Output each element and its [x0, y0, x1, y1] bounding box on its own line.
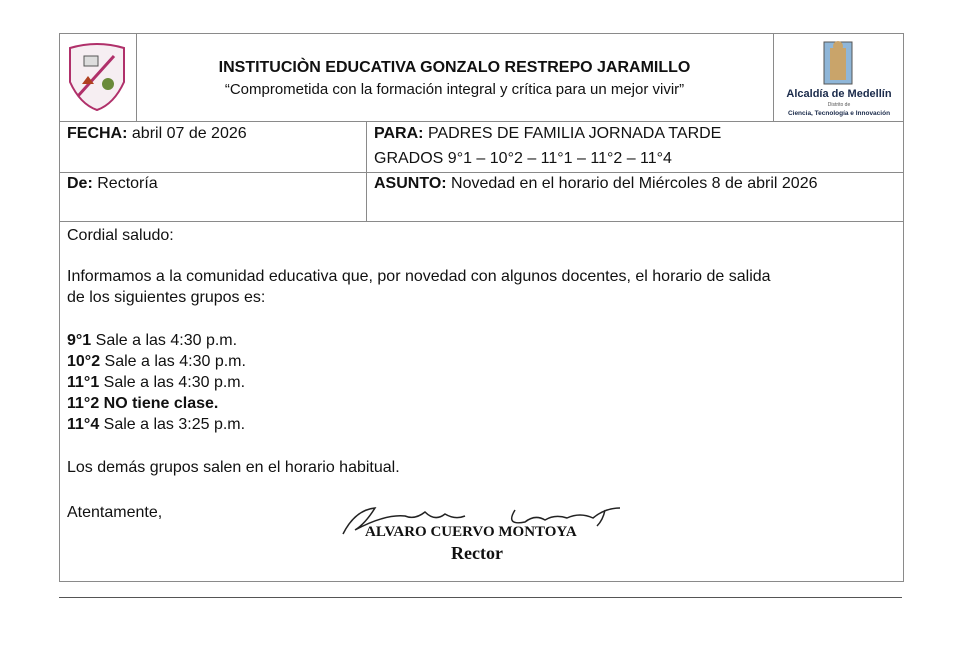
closing-note: Los demás grupos salen en el horario habitual. [67, 459, 400, 476]
greeting: Cordial saludo: [67, 227, 174, 244]
grados-field: GRADOS 9°1 – 10°2 – 11°1 – 11°2 – 11°4 [374, 150, 672, 167]
divider [773, 33, 774, 121]
group-schedule: 11°1 Sale a las 4:30 p.m. [67, 374, 246, 391]
institution-motto: “Comprometida con la formación integral y crítica para un mejor vivir” [224, 81, 685, 98]
alcaldia-title: Alcaldía de Medellín [786, 88, 892, 100]
divider [59, 172, 904, 173]
de-field: De: Rectoría [67, 175, 158, 192]
paragraph-line: de los siguientes grupos es: [67, 289, 266, 306]
divider [366, 121, 367, 221]
signatory-role: Rector [451, 543, 503, 563]
group-schedule: 9°1 Sale a las 4:30 p.m. [67, 332, 238, 349]
fecha-field: FECHA: abril 07 de 2026 [67, 125, 247, 142]
school-crest-logo [64, 42, 130, 112]
para-field: PARA: PADRES DE FAMILIA JORNADA TARDE [374, 125, 722, 142]
institution-name: INSTITUCIÒN EDUCATIVA GONZALO RESTREPO JARAMILLO [218, 59, 691, 76]
asunto-field: ASUNTO: Novedad en el horario del Miércoles 8 de abril 2026 [374, 175, 818, 192]
signatory-name: ALVARO CUERVO MONTOYA [365, 524, 577, 540]
medellin-tower-logo [820, 38, 856, 86]
group-schedule: 11°2 NO tiene clase. [67, 395, 219, 412]
paragraph-line: Informamos a la comunidad educativa que, por novedad con algunos docentes, el horario de salida [67, 268, 771, 285]
alcaldia-subtitle: Distrito de [827, 102, 851, 108]
divider [59, 121, 904, 122]
signoff: Atentamente, [67, 504, 163, 521]
alcaldia-tagline: Ciencia, Tecnología e Innovación [787, 110, 891, 117]
divider [59, 221, 904, 222]
group-schedule: 11°4 Sale a las 3:25 p.m. [67, 416, 246, 433]
footer-rule [59, 597, 902, 598]
group-schedule: 10°2 Sale a las 4:30 p.m. [67, 353, 246, 370]
